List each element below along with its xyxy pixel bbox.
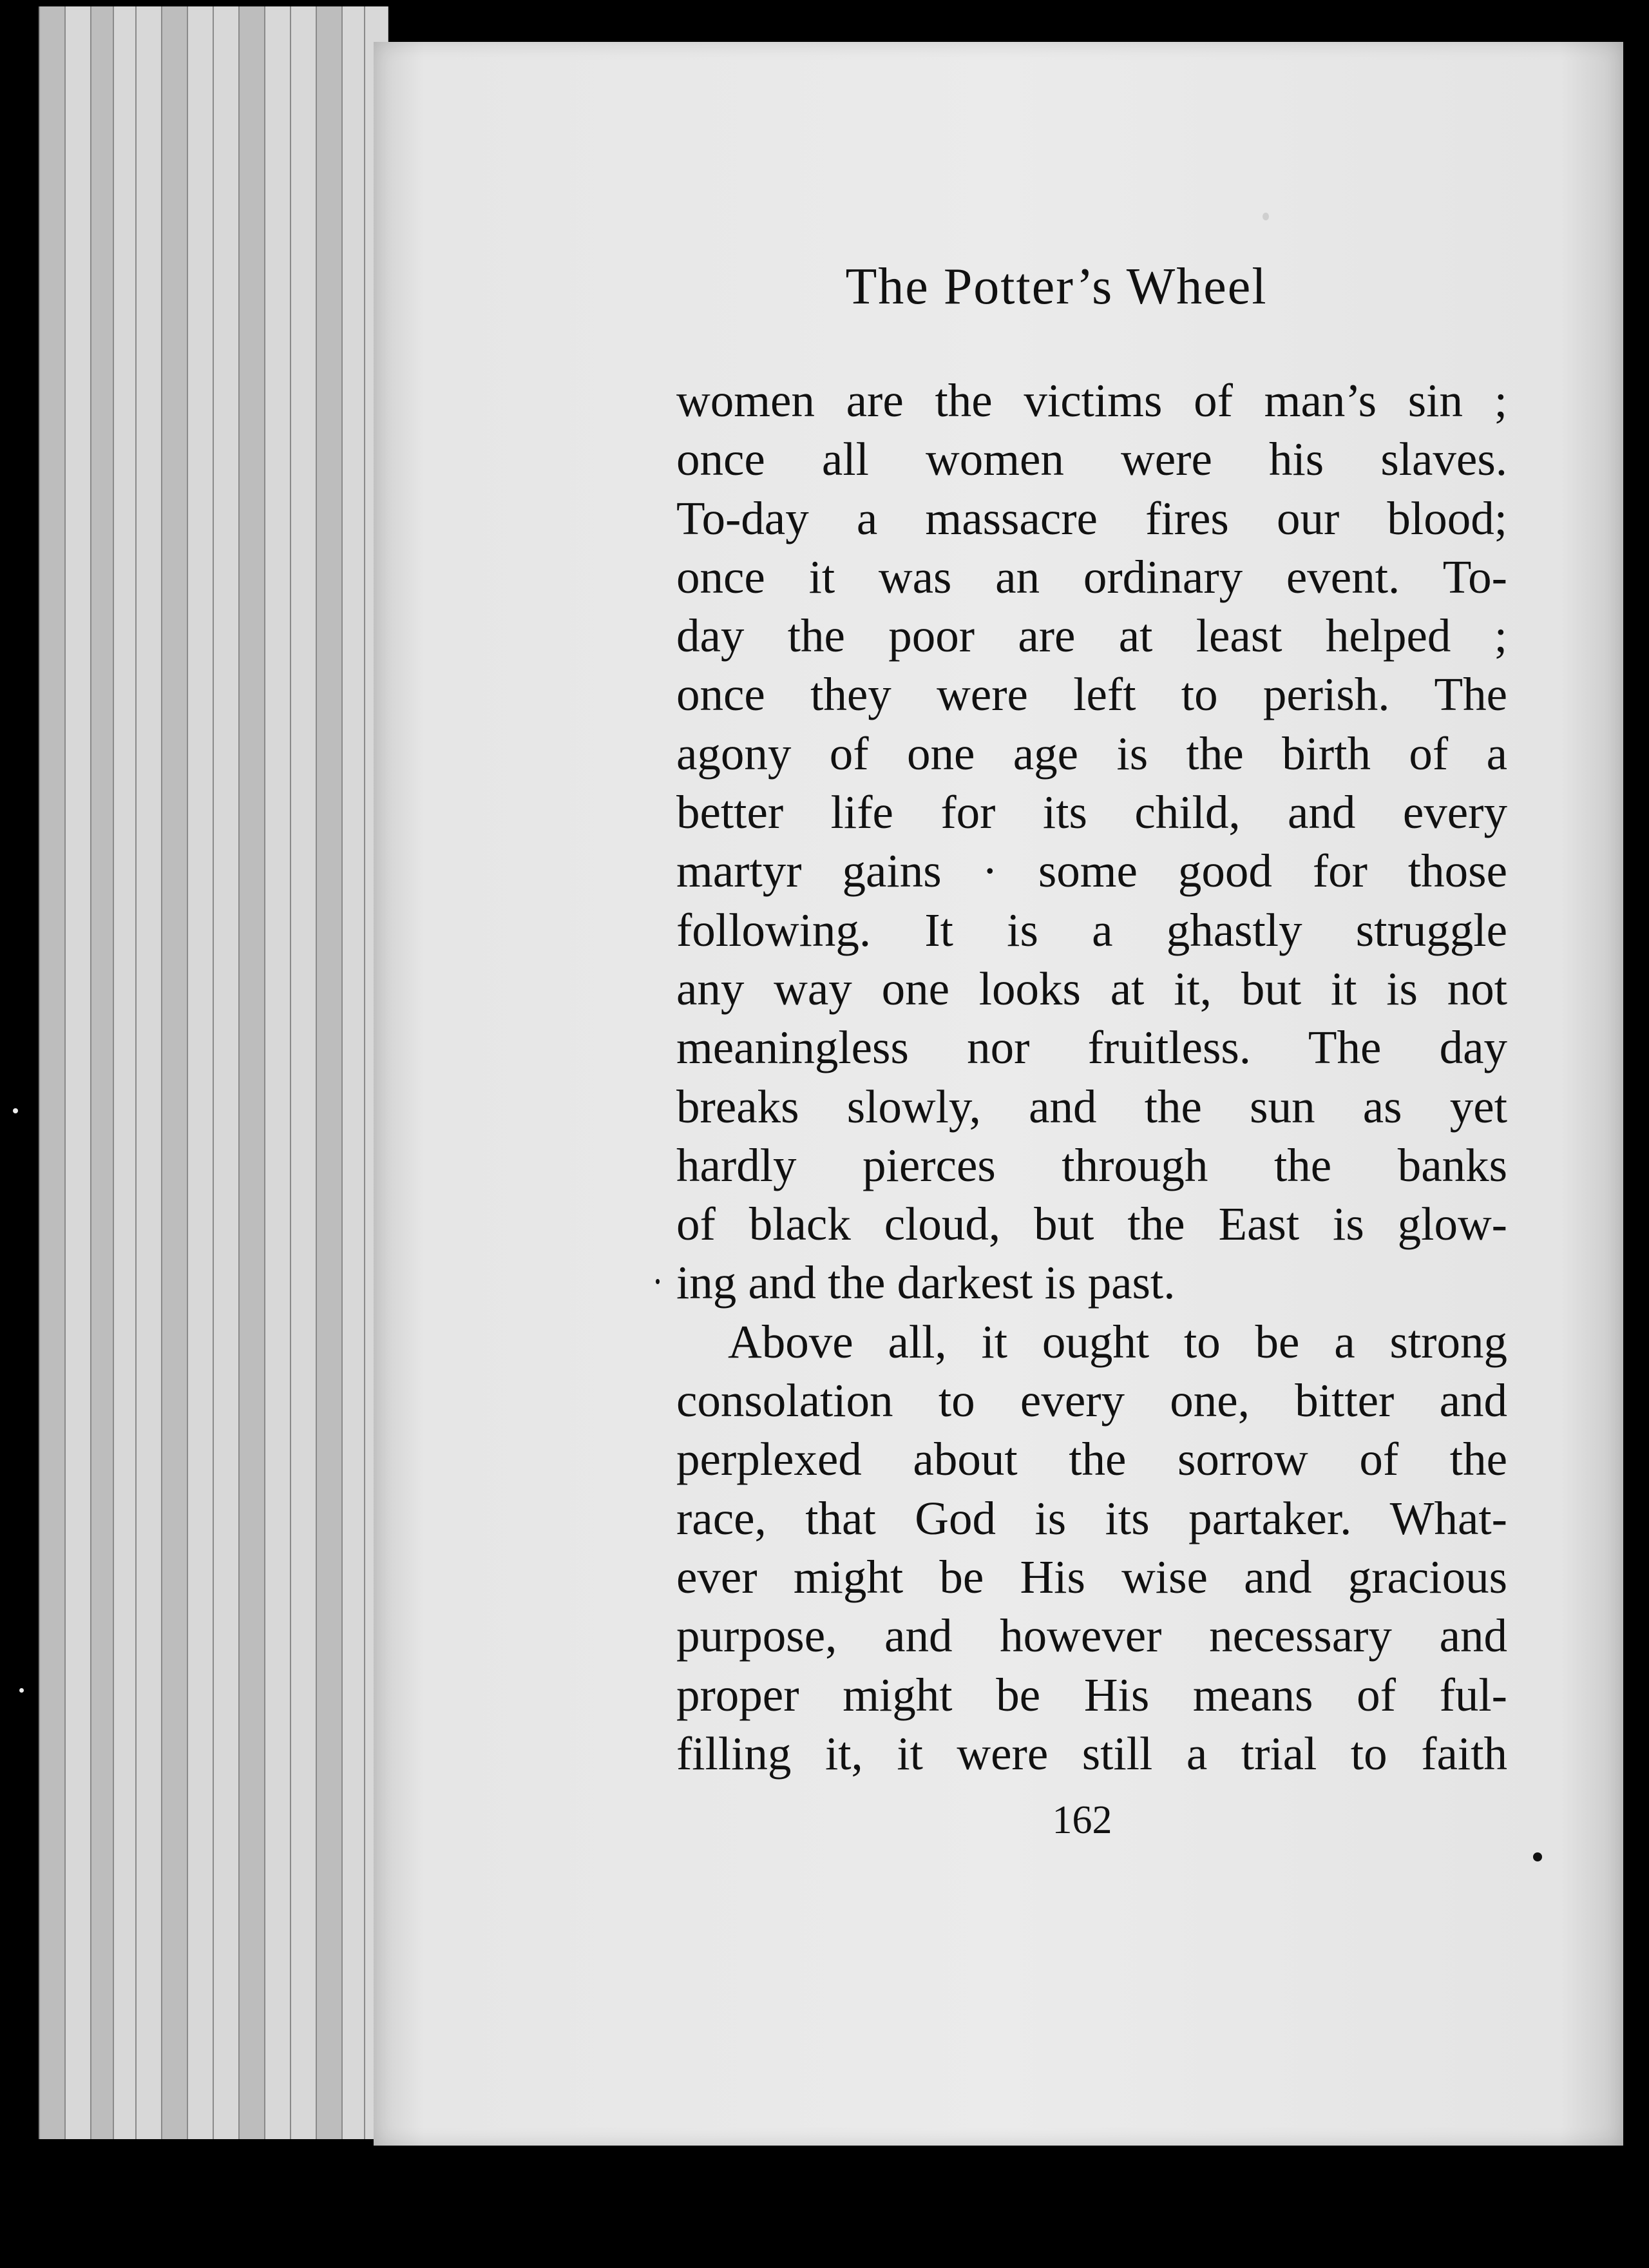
text-line: ever might be His wise and gracious	[676, 1550, 1507, 1603]
text-line: To-day a massacre fires our blood;	[676, 492, 1507, 544]
text-line: filling it, it were still a trial to faith	[676, 1727, 1507, 1780]
text-line: hardly pierces through the banks	[676, 1139, 1507, 1191]
text-line: any way one looks at it, but it is not	[676, 962, 1507, 1015]
text-line: once it was an ordinary event. To-	[676, 550, 1507, 603]
text-line: following. It is a ghastly struggle	[676, 903, 1507, 956]
text-line: of black cloud, but the East is glow-	[676, 1198, 1507, 1251]
text-line: breaks slowly, and the sun as yet	[676, 1080, 1507, 1133]
text-line: martyr gains · some good for those	[676, 845, 1507, 898]
body-text	[676, 371, 1507, 1783]
text-line: purpose, and however necessary and	[676, 1610, 1507, 1662]
text-line: women are the victims of man’s sin ;	[676, 374, 1507, 427]
text-line: once all women were his slaves.	[676, 433, 1507, 486]
text-line: consolation to every one, bitter and	[676, 1374, 1507, 1427]
scan-speck	[19, 1688, 24, 1693]
page-number: 162	[1052, 1798, 1112, 1842]
scan-speck	[1263, 213, 1269, 220]
text-line: ing and the darkest is past.	[676, 1256, 1176, 1309]
scan-speck	[656, 1279, 660, 1284]
text-line: agony of one age is the birth of a	[676, 727, 1507, 780]
text-line: day the poor are at least helped ;	[676, 610, 1507, 662]
scan-speck	[1533, 1852, 1542, 1861]
text-line: once they were left to perish. The	[676, 668, 1507, 721]
text-line: meaningless nor fruitless. The day	[676, 1021, 1507, 1074]
scan-speck	[13, 1108, 18, 1113]
text-line: proper might be His means of ful-	[676, 1668, 1507, 1721]
page-edges-stack	[39, 6, 399, 2139]
text-line: Above all, it ought to be a strong	[728, 1315, 1507, 1368]
text-line: race, that God is its partaker. What-	[676, 1492, 1507, 1544]
text-line: perplexed about the sorrow of the	[676, 1433, 1507, 1486]
running-head: The Potter’s Wheel	[845, 258, 1268, 315]
text-line: better life for its child, and every	[676, 786, 1507, 839]
